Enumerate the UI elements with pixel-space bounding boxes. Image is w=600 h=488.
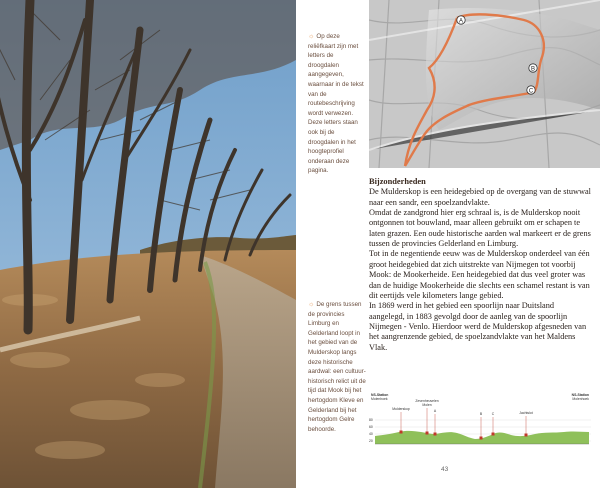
svg-text:Molen: Molen [422, 403, 432, 407]
article-paragraph: In 1869 werd in het gebied een spoorlijn naar Duitsland aangelegd, in 1883 gevolgd door de aanleg van de spoorlijn Nijmegen - Venlo. Hierdoor werd de Mulderskop afgesneden van het aangrenzende gebied, de spoelzandvlakte van het Maldens Vlak. [369, 301, 587, 352]
svg-text:C: C [491, 412, 495, 416]
marker-c [527, 86, 535, 95]
end-label: NS-Station [571, 393, 589, 397]
start-label: NS-Station [371, 393, 389, 397]
profile-marker-zevenheuvelen [415, 399, 438, 435]
sun-icon: ☼ [308, 301, 315, 308]
svg-text:A: A [433, 409, 437, 413]
article-paragraph: Omdat de zandgrond hier erg schraal is, is de Mulderskop nooit ontgonnen tot bouwland, maar alleen gebruikt om er schapen te laten grazen. Een oude historische aarden wal markeert er de grens tussen de provincies Gelderland en Limburg. [369, 208, 591, 249]
svg-text:B: B [530, 66, 536, 73]
article-paragraph: De Mulderskop is een heidegebied op de overgang van de stuwwal naar een sandr, een spoelzandvlakte. [369, 187, 591, 207]
margin-note-map: ☼ Op deze reliëfkaart zijn met letters de droogdalen aangegeven, waarnaar in de tekst van de routebeschrijving wordt verwezen. Deze letters staan ook bij de droogdalen in het hoogteprofiel onderaan deze pagina. [308, 33, 364, 175]
svg-text:Jachtslot: Jachtslot [519, 411, 533, 415]
profile-marker-b [480, 412, 483, 440]
article-heading: Bijzonderheden [369, 177, 426, 186]
page-number: 43 [441, 466, 449, 473]
margin-note-border: ☼ De grens tussen de provincies Limburg en Gelderland loopt in het gebied van de Mulderskop langs deze historische aardwal: een cultuur-historisch relict uit de tijd dat Mook bij het hertogdom Kleve en Gelderland bij het hertogdom Gelre behoorde. [308, 301, 366, 433]
svg-text:Zevenheuvelen: Zevenheuvelen [415, 399, 439, 403]
end-label-sub: Molenhoek [572, 397, 589, 401]
article-paragraph: Tot in de negentiende eeuw was de Mulderskop onderdeel van één groot heidegebied dat zich uitstrekte van Nijmegen tot voorbij Mook: de Mookerheide. Een heidegebied dat dus veel groter was dan de huidige Mookerheide die slechts een schamel restant is van dit eertijds vele kilometers lange gebied. [369, 249, 590, 300]
start-label-sub: Molenhoek [371, 397, 388, 401]
sun-icon: ☼ [308, 33, 315, 40]
y-tick: 60 [369, 425, 373, 429]
landscape-photo [0, 0, 296, 488]
profile-marker-jachtslot [519, 411, 532, 437]
svg-text:B: B [479, 412, 483, 416]
profile-marker-mulderskop [392, 407, 410, 434]
article [369, 177, 591, 353]
y-tick: 40 [369, 432, 373, 436]
elevation-profile [369, 390, 591, 452]
y-tick: 20 [369, 439, 373, 443]
profile-marker-a [434, 409, 437, 436]
svg-text:A: A [458, 18, 464, 25]
marker-a [457, 16, 465, 25]
profile-marker-c [492, 412, 495, 436]
relief-map [369, 0, 600, 168]
svg-text:C: C [528, 88, 534, 95]
marker-b [529, 64, 537, 73]
y-tick: 80 [369, 418, 373, 422]
svg-text:Mulderskop: Mulderskop [392, 407, 410, 411]
